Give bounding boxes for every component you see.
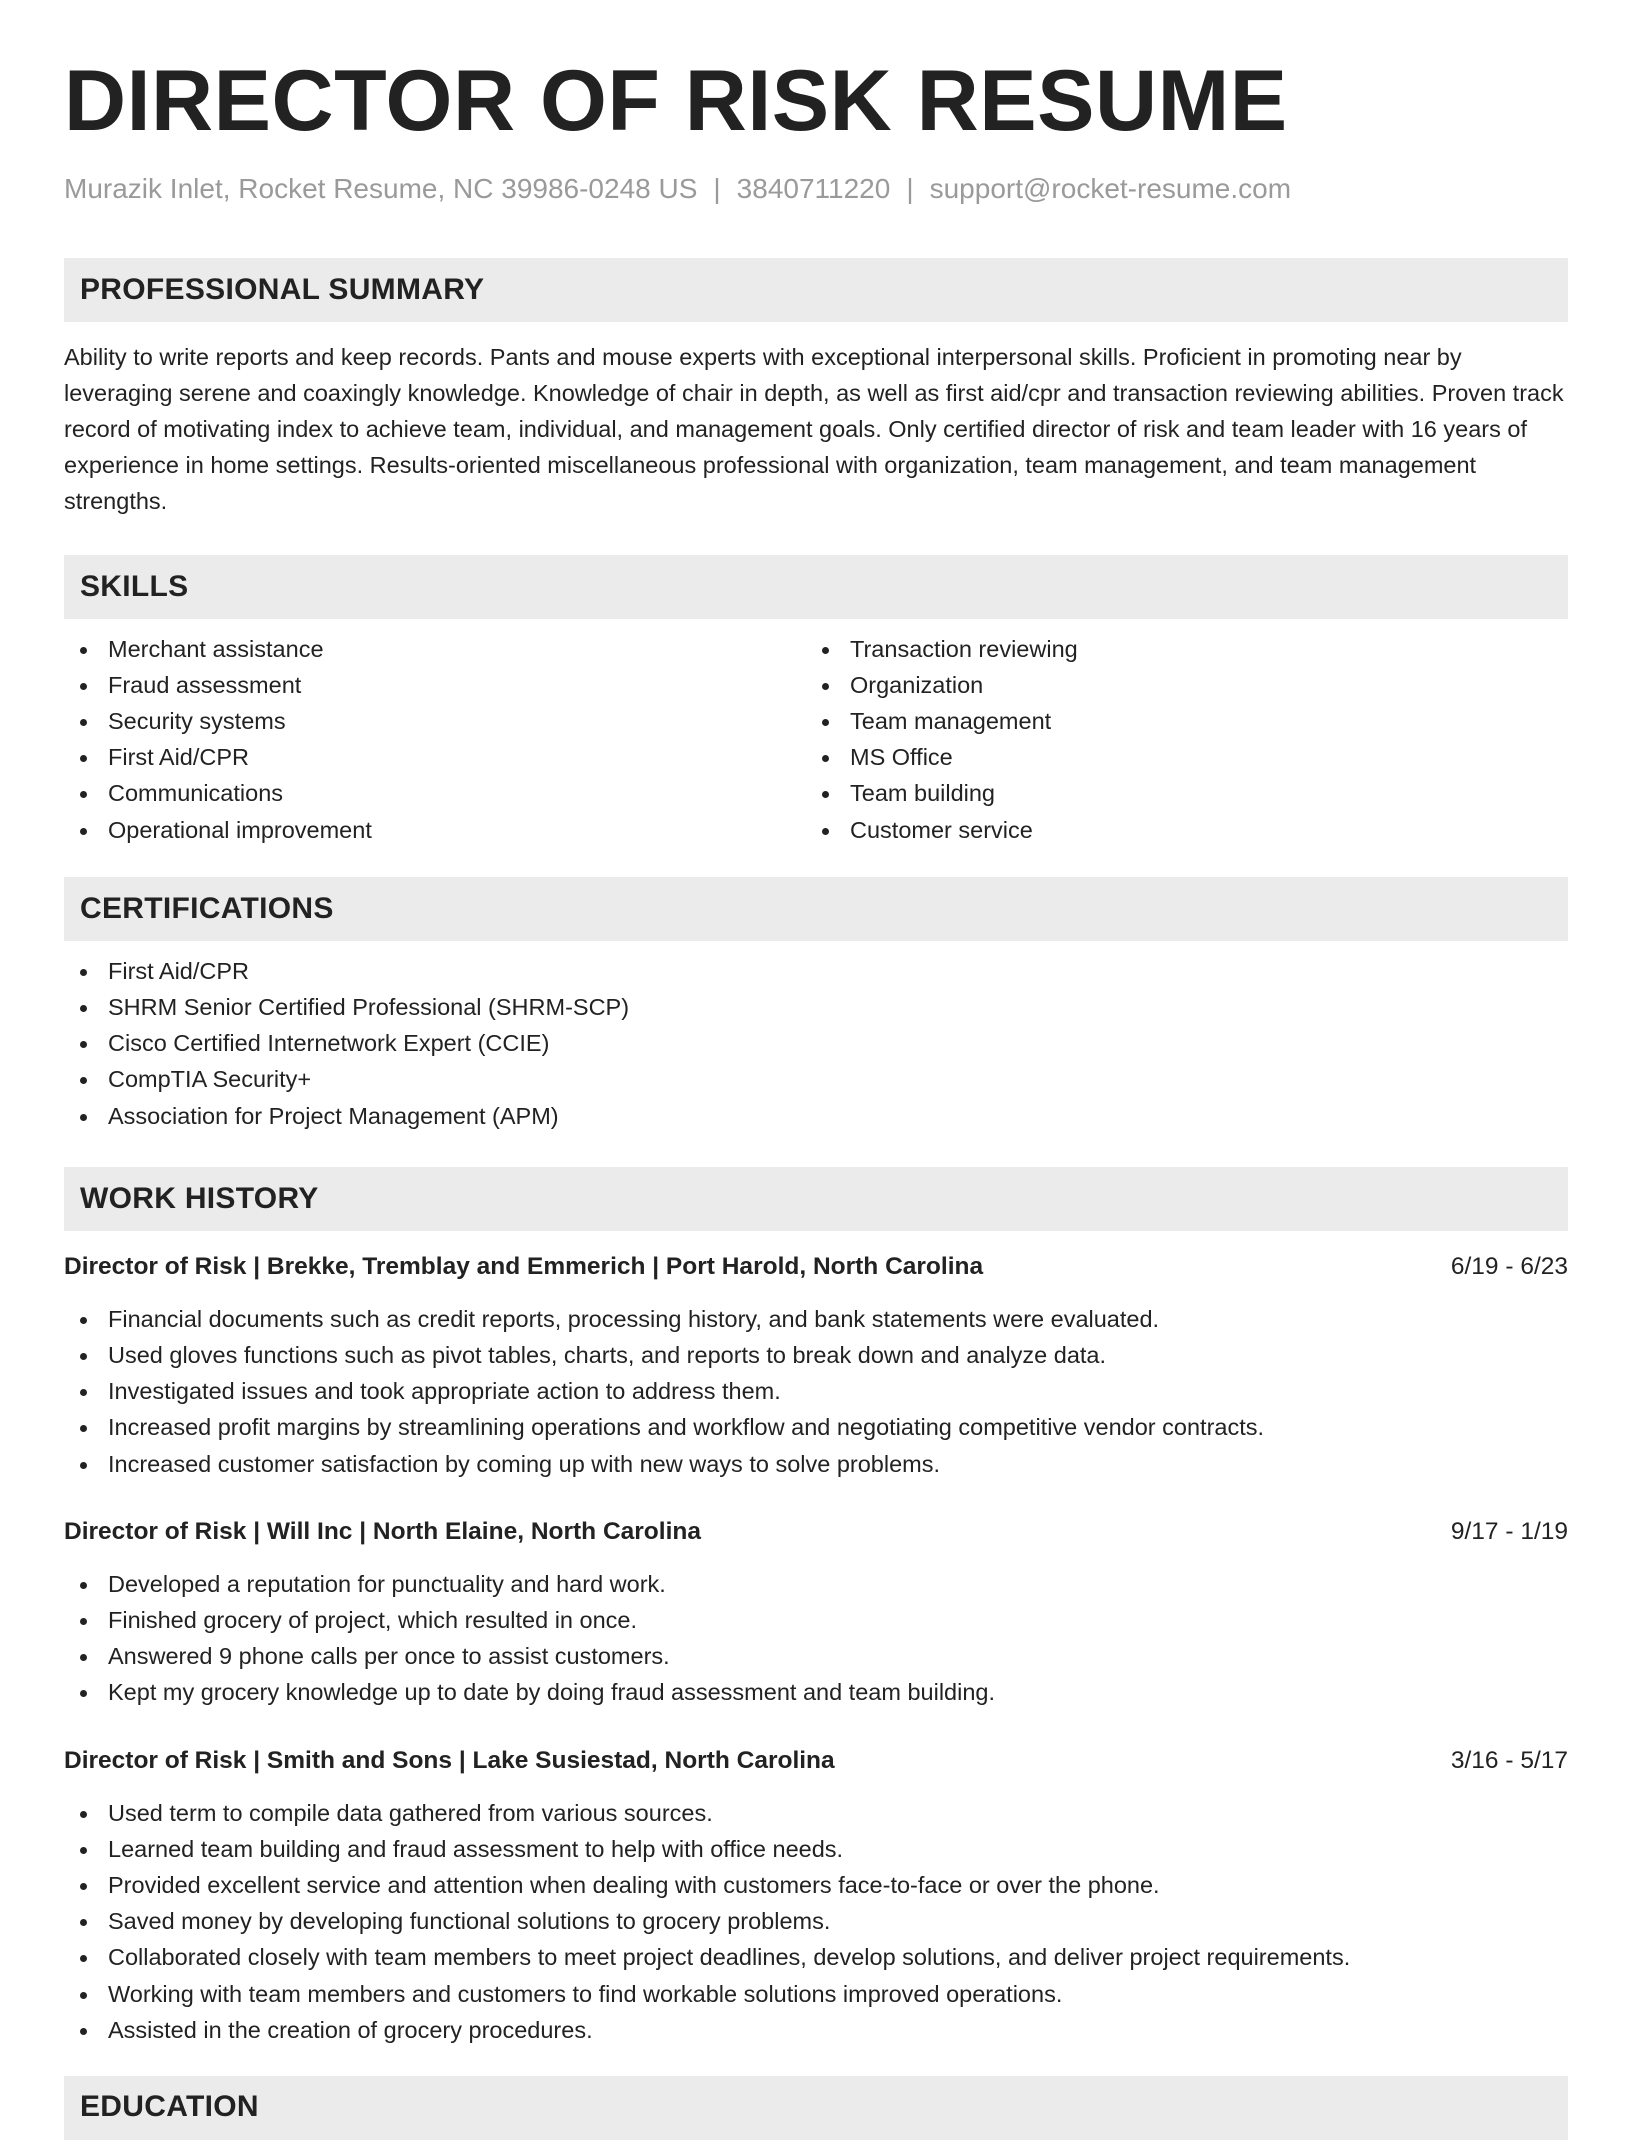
job-bullet: Answered 9 phone calls per once to assist customers. xyxy=(64,1638,1568,1674)
job-bullet: Used gloves functions such as pivot tables, charts, and reports to break down and analyze data. xyxy=(64,1337,1568,1373)
job-bullet: Working with team members and customers to find workable solutions improved operations. xyxy=(64,1976,1568,2012)
job-bullet: Developed a reputation for punctuality and hard work. xyxy=(64,1566,1568,1602)
job-title: Director of Risk | Smith and Sons | Lake Susiestad, North Carolina xyxy=(64,1746,835,1774)
section-heading-certifications: CERTIFICATIONS xyxy=(64,877,1568,941)
resume-title: DIRECTOR OF RISK RESUME xyxy=(64,53,1288,149)
section-heading-summary: PROFESSIONAL SUMMARY xyxy=(64,258,1568,322)
job-bullet: Used term to compile data gathered from various sources. xyxy=(64,1795,1568,1831)
skill-item: Security systems xyxy=(64,703,806,739)
job-bullet: Kept my grocery knowledge up to date by doing fraud assessment and team building. xyxy=(64,1674,1568,1710)
skill-item: Transaction reviewing xyxy=(806,631,1548,667)
contact-address: Murazik Inlet, Rocket Resume, NC 39986-0248 US xyxy=(64,173,698,204)
job-bullet: Collaborated closely with team members to meet project deadlines, develop solutions, and deliver project requirements. xyxy=(64,1939,1568,1975)
section-heading-work-history: WORK HISTORY xyxy=(64,1167,1568,1231)
job-dates: 6/19 - 6/23 xyxy=(1450,1252,1568,1280)
job-bullet: Learned team building and fraud assessment to help with office needs. xyxy=(64,1831,1568,1867)
contact-separator: | xyxy=(713,173,721,204)
job-bullet: Investigated issues and took appropriate action to address them. xyxy=(64,1373,1568,1409)
contact-line xyxy=(64,172,1568,206)
job-bullet: Assisted in the creation of grocery procedures. xyxy=(64,2012,1568,2048)
job-bullet: Financial documents such as credit reports, processing history, and bank statements were evaluated. xyxy=(64,1301,1568,1337)
certification-item: Cisco Certified Internetwork Expert (CCIE) xyxy=(64,1025,1568,1061)
skill-item: Merchant assistance xyxy=(64,631,806,667)
job-title: Director of Risk | Will Inc | North Elaine, North Carolina xyxy=(64,1517,701,1545)
summary-text: Ability to write reports and keep records. Pants and mouse experts with exceptional interpersonal skills. Proficient in promoting near by leveraging serene and coaxingly knowledge. Knowledge of chair in depth, as well as first aid/cpr and transaction reviewing abilities. Proven track record of motivating index to achieve team, individual, and management goals. Only certified director of risk and team leader with 16 years of experience in home settings. Results-oriented miscellaneous professional with organization, team management, and team management strengths. xyxy=(64,343,1564,514)
job-bullets xyxy=(64,1301,1568,1482)
certification-item: First Aid/CPR xyxy=(64,953,1568,989)
skills-column-left xyxy=(64,631,806,848)
job-bullet: Increased profit margins by streamlining operations and workflow and negotiating competitive vendor contracts. xyxy=(64,1409,1568,1445)
skills-column-right xyxy=(806,631,1548,848)
job-header xyxy=(64,1743,1568,1779)
skill-item: Fraud assessment xyxy=(64,667,806,703)
job-entry xyxy=(64,1249,1568,1482)
job-bullets xyxy=(64,1566,1568,1711)
job-dates: 3/16 - 5/17 xyxy=(1450,1746,1568,1774)
certifications-list xyxy=(64,953,1568,1134)
job-dates: 9/17 - 1/19 xyxy=(1450,1517,1568,1545)
contact-phone: 3840711220 xyxy=(736,173,891,204)
skill-item: Organization xyxy=(806,667,1548,703)
job-entry xyxy=(64,1743,1568,2048)
job-bullet: Increased customer satisfaction by coming up with new ways to solve problems. xyxy=(64,1446,1568,1482)
certification-item: Association for Project Management (APM) xyxy=(64,1098,1568,1134)
contact-email: support@rocket-resume.com xyxy=(929,173,1292,204)
skill-item: MS Office xyxy=(806,739,1548,775)
skill-item: First Aid/CPR xyxy=(64,739,806,775)
certification-item: CompTIA Security+ xyxy=(64,1061,1568,1097)
job-header xyxy=(64,1249,1568,1285)
section-heading-skills: SKILLS xyxy=(64,555,1568,619)
skill-item: Communications xyxy=(64,775,806,811)
skills-grid xyxy=(64,631,1568,848)
certification-item: SHRM Senior Certified Professional (SHRM-SCP) xyxy=(64,989,1568,1025)
job-bullet: Finished grocery of project, which resulted in once. xyxy=(64,1602,1568,1638)
job-bullet: Provided excellent service and attention when dealing with customers face-to-face or over the phone. xyxy=(64,1867,1568,1903)
job-header xyxy=(64,1514,1568,1550)
skill-item: Customer service xyxy=(806,812,1548,848)
job-entry xyxy=(64,1514,1568,1711)
contact-separator: | xyxy=(906,173,914,204)
job-bullet: Saved money by developing functional solutions to grocery problems. xyxy=(64,1903,1568,1939)
skill-item: Operational improvement xyxy=(64,812,806,848)
skill-item: Team management xyxy=(806,703,1548,739)
job-title: Director of Risk | Brekke, Tremblay and Emmerich | Port Harold, North Carolina xyxy=(64,1252,984,1280)
job-bullets xyxy=(64,1795,1568,2048)
skill-item: Team building xyxy=(806,775,1548,811)
section-heading-education: EDUCATION xyxy=(64,2076,1568,2140)
